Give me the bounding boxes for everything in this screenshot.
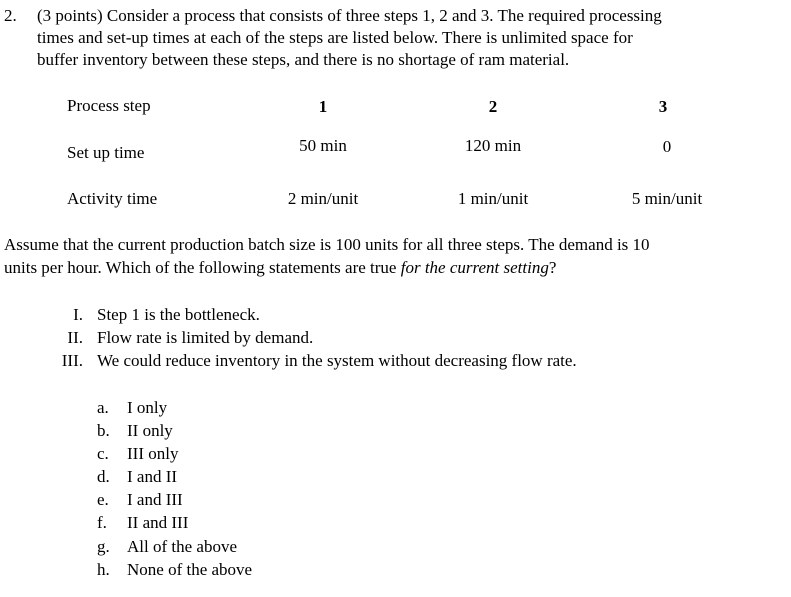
setup-time-3: 0 (662, 137, 672, 156)
setup-time-2: 120 min (464, 136, 522, 155)
question-line: buffer inventory between these steps, and there is no shortage of ram material. (37, 50, 570, 69)
option-text: All of the above (127, 537, 237, 556)
step-header-2: 2 (488, 97, 498, 116)
activity-time-1: 2 min/unit (287, 189, 359, 208)
option-text: I and III (127, 490, 183, 509)
question-text (37, 5, 787, 71)
statement-number: II. (67, 328, 83, 347)
option-text: III only (127, 444, 179, 463)
option-text: None of the above (127, 560, 253, 579)
activity-time-3: 5 min/unit (631, 189, 703, 208)
statement-number: I. (73, 305, 83, 324)
step-header-1: 1 (318, 97, 328, 116)
assumption-emphasis: for the current setting (400, 258, 549, 277)
setup-time-1: 50 min (299, 136, 347, 155)
assumption-line-2 (4, 256, 650, 279)
question-line: times and set-up times at each of the steps are listed below. There is unlimited space for (37, 28, 633, 47)
setup-label: Set up time (67, 143, 145, 162)
question-line: (3 points) Consider a process that consists of three steps 1, 2 and 3. The required processing (37, 6, 662, 25)
option-letter: f. (97, 513, 107, 532)
option-text: I and II (127, 467, 178, 486)
option-letter: d. (97, 467, 110, 486)
option-letter: a. (97, 398, 109, 417)
statement-number: III. (61, 351, 83, 370)
option-letter: g. (97, 537, 110, 556)
option-text: I only (127, 398, 168, 417)
assumption-paragraph (4, 233, 650, 279)
option-letter: e. (97, 490, 109, 509)
statement-text: We could reduce inventory in the system without decreasing flow rate. (97, 351, 577, 370)
option-letter: b. (97, 421, 110, 440)
step-header-3: 3 (658, 97, 668, 116)
option-letter: c. (97, 444, 109, 463)
header-label: Process step (67, 96, 151, 115)
activity-time-2: 1 min/unit (457, 189, 529, 208)
activity-label: Activity time (67, 189, 158, 208)
assumption-line-2-prefix: units per hour. Which of the following statements are true (4, 258, 401, 277)
question-number: 2. (4, 6, 17, 25)
option-text: II only (127, 421, 173, 440)
statement-text: Flow rate is limited by demand. (97, 328, 314, 347)
assumption-line-2-suffix: ? (548, 258, 557, 277)
assumption-line-1: Assume that the current production batch size is 100 units for all three steps. The demand is 10 (4, 235, 650, 254)
option-text: II and III (127, 513, 189, 532)
statement-text: Step 1 is the bottleneck. (97, 305, 260, 324)
option-letter: h. (97, 560, 110, 579)
